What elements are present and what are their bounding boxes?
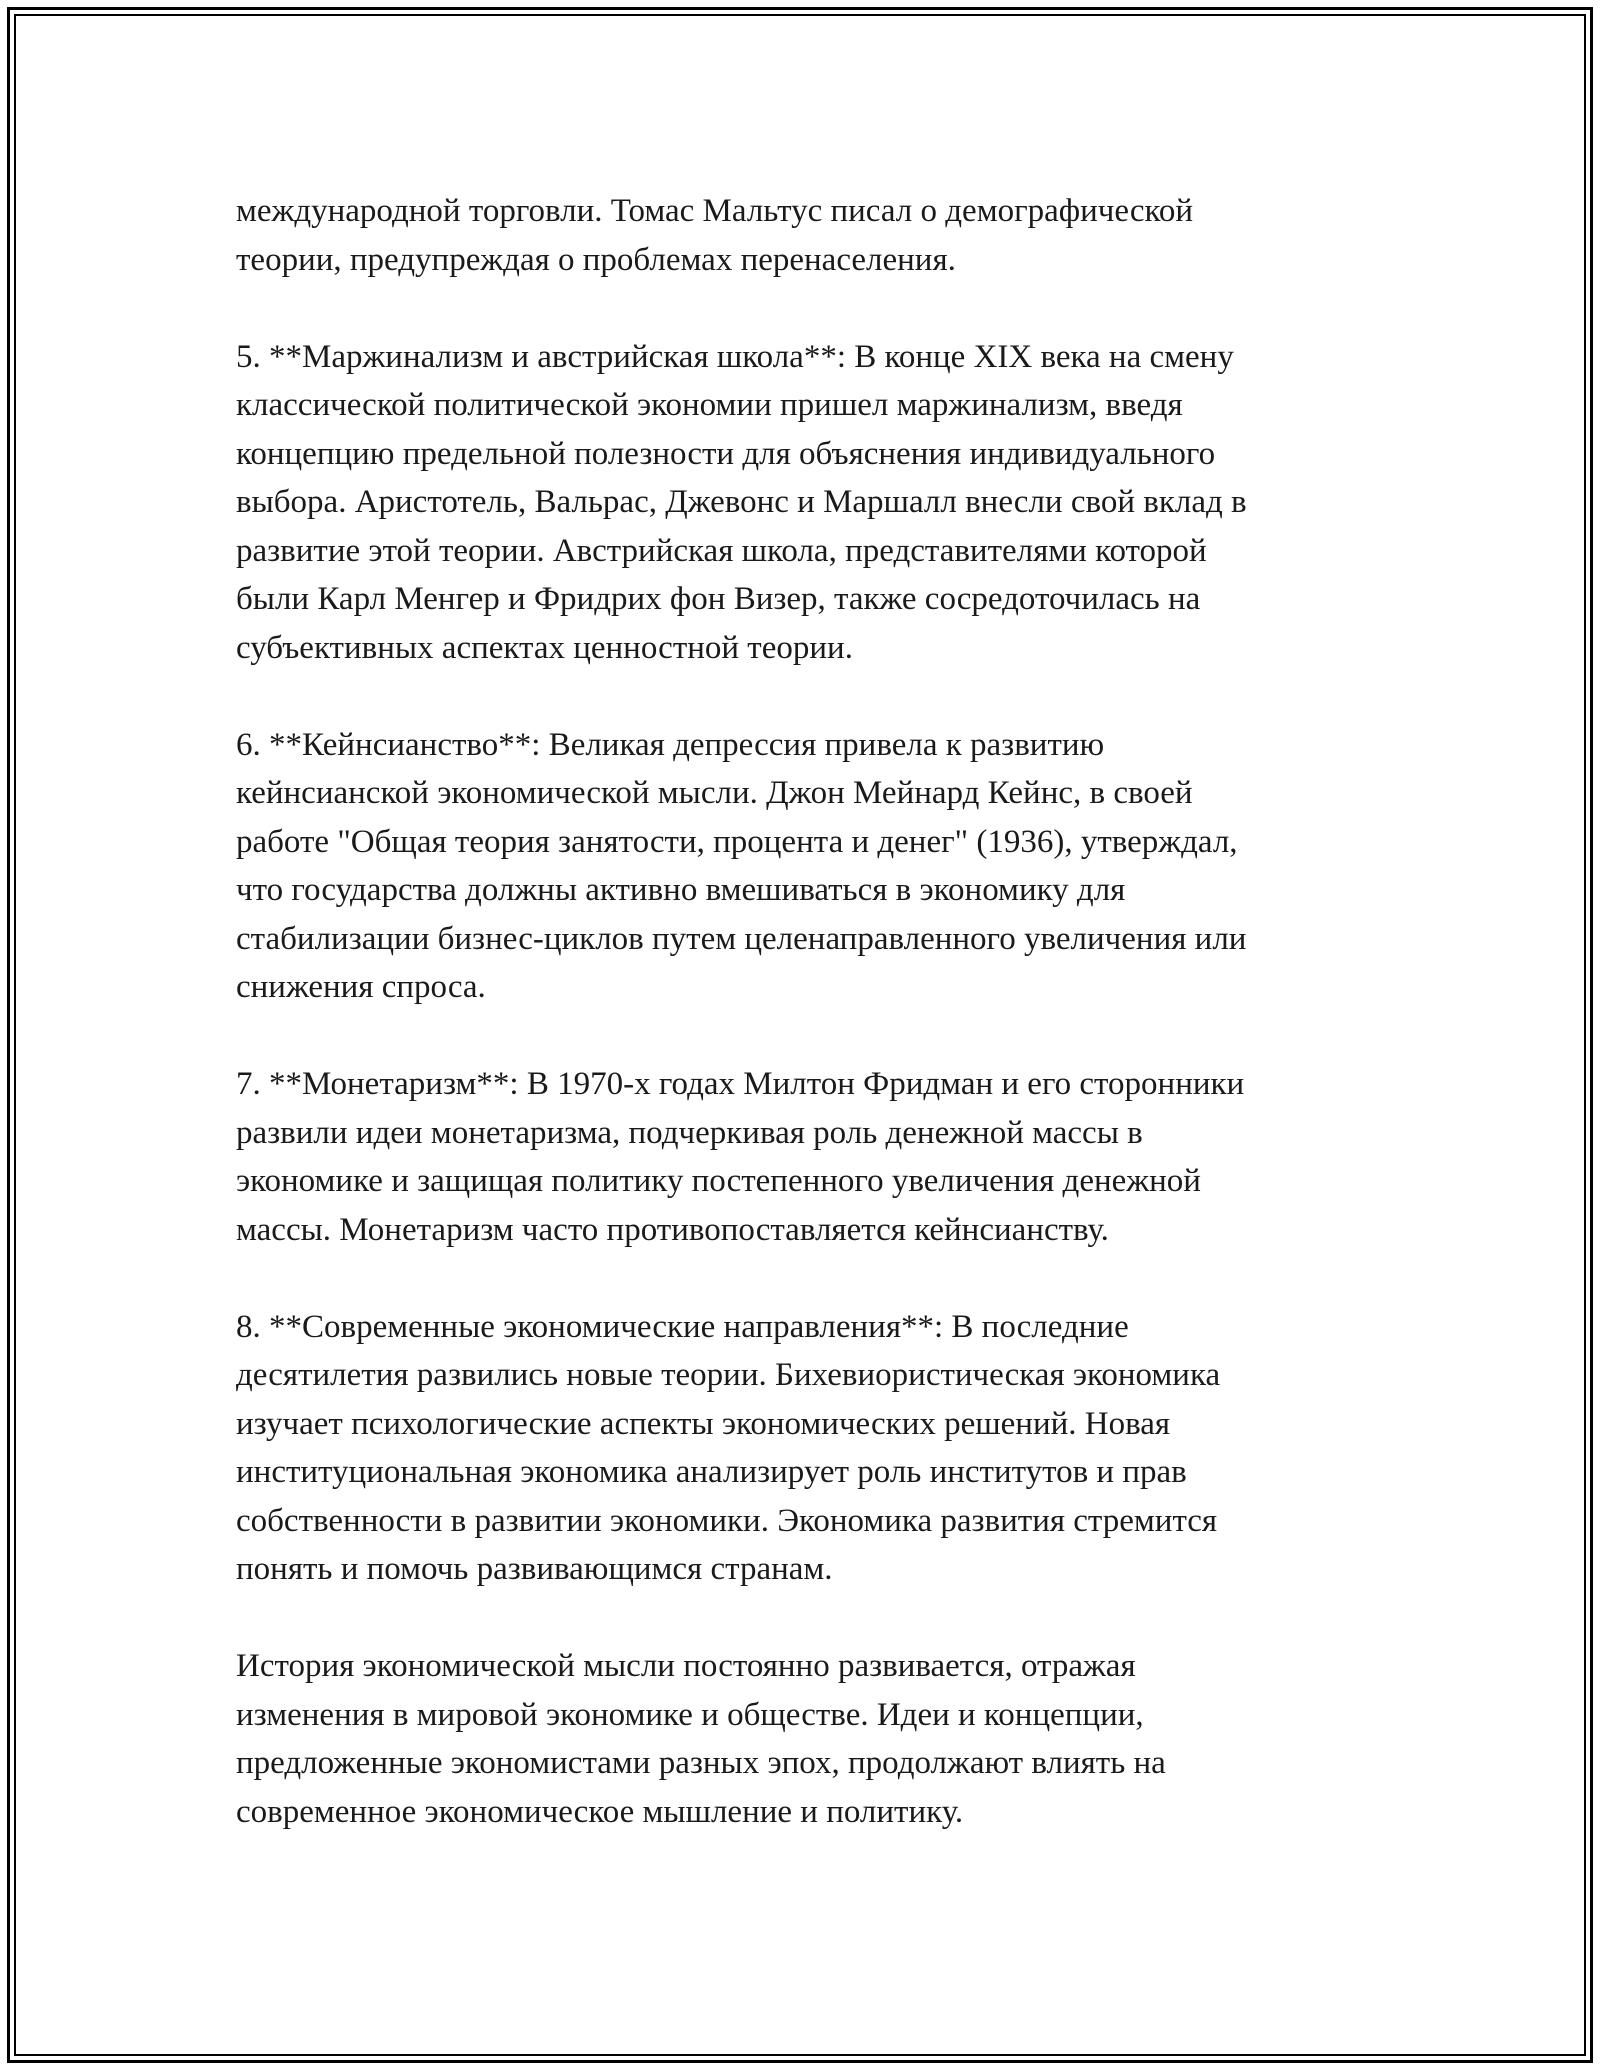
paragraph-marginalism: 5. **Маржинализм и австрийская школа**: В конце XIX века на смену классической политической экономии пришел маржинализм, введя концепцию предельной полезности для объяснения индивидуального выбора. Аристотель, Вальрас, Джевонс и Маршалл внесли свой вклад в развитие этой теории. Австрийская школа, представителями которой были Карл Менгер и Фридрих фон Визер, также сосредоточилась на субъективных аспектах ценностной теории. — [236, 338, 1247, 666]
document-body — [236, 187, 1386, 1885]
paragraph-monetarism: 7. **Монетаризм**: В 1970-х годах Милтон Фридман и его сторонники развили идеи монетаризма, подчеркивая роль денежной массы в экономике и защищая политику постепенного увеличения денежной массы. Монетаризм часто противопоставляется кейнсианству. — [236, 1066, 1245, 1248]
paragraph-conclusion: История экономической мысли постоянно развивается, отражая изменения в мировой экономике и обществе. Идеи и концепции, предложенные экономистами разных эпох, продолжают влиять на современное экономическое мышление и политику. — [236, 1648, 1166, 1830]
paragraph-continuation: международной торговли. Томас Мальтус писал о демографической теории, предупреждая о проблемах перенаселения. — [236, 193, 1194, 278]
paragraph-modern-trends: 8. **Современные экономические направления**: В последние десятилетия развились новые теории. Бихевиористическая экономика изучает психологические аспекты экономических решений. Новая институциональная экономика анализирует роль институтов и прав собственности в развитии экономики. Экономика развития стремится понять и помочь развивающимся странам. — [236, 1308, 1221, 1587]
paragraph-keynesianism: 6. **Кейнсианство**: Великая депрессия привела к развитию кейнсианской экономической мысли. Джон Мейнард Кейнс, в своей работе "Общая теория занятости, процента и денег" (1936), утверждал, что государства должны активно вмешиваться в экономику для стабилизации бизнес-циклов путем целенаправленного увеличения или снижения спроса. — [236, 726, 1247, 1005]
